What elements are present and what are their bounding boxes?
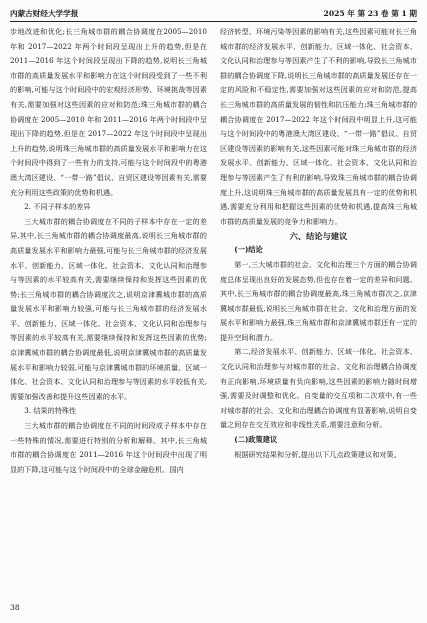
subsection-heading: (二)政策建议 xyxy=(234,435,278,445)
right-column xyxy=(220,25,417,585)
subsection-heading: 3. 结果的特殊性 xyxy=(24,406,77,416)
subsection-heading: 2. 不同子样本的差异 xyxy=(24,202,91,212)
journal-title: 内蒙古财经大学学报 xyxy=(10,8,79,18)
paragraph: 三大城市群的耦合协调度在不同的子样本中存在一定的差异,其中,长三角城市群的耦合协调度最高,说明长三角城市群的高质量发展水平和影响力最强,可能与长三角城市群的经济发展水平、创新能力、区域一体化、社会资本、文化认同和治理参与等因素的水平较高有关,需要继续保持和发挥这些因素的优势;长三角城市群的耦合协调度次之,说明京津冀城市群的高质量发展水平和影响力较强,可能与长三角城市群的经济发展水平、创新能力、区域一体化、社会资本、文化认同和治理参与等因素的水平较高有关,需要继续保持和发挥这些因素的优势;京津冀城市群的耦合协调度最低,说明京津冀城市群的高质量发展水平和影响力较弱,可能与京津冀城市群的环境质量、区域一体化、社会资本、文化认同和治理参与等因素的水平较低有关,需要加强改善和提升这些因素的水平。 xyxy=(10,216,207,401)
paragraph: 根据研究结果和分析,提出以下几点政策建议和对策。 xyxy=(234,449,401,459)
paragraph: 步地改进和优化;长三角城市群的耦合协调度在2005—2010 年和 2017—2022 年两个时间段呈现出上升的趋势,但是在 2011—2016 年这个时间段呈现出下降的趋势,说明长三角城市群的高质量发展水平和影响力在这个时间段受到了一些不利的影响,可能与这个时间段中的宏观经济形势、环境挑战等因素有关,需要加强对这些因素的应对和防范;珠三角城市群的耦合协调度在 2005—2010 年和 2011—2016 年两个时间段中呈现出下降的趋势,但是在 2017—2022 年这个时间段中呈现出上升的趋势,说明珠三角城市群的高质量发展水平和影响力在这个时间段中得到了一些有力的支持,可能与这个时间段中的粤港澳大湾区建设、“一带一路”倡议、自贸区建设等因素有关,需要充分利用这些政策的优势和机遇。 xyxy=(10,27,207,197)
running-header xyxy=(10,6,417,20)
subsection-heading: (一)结论 xyxy=(234,245,263,255)
paragraph: 第一,三大城市群的社会、文化和治理三个方面的耦合协调度总体呈现出良好的发展态势,但也存在着一定的差异和问题。其中,长三角城市群的耦合协调度最高,珠三角城市群次之,京津冀城市群最低,说明长三角城市群在社会、文化和治理方面的发展水平和影响力最强,珠三角城市群和京津冀城市群还有一定的提升空间和潜力。 xyxy=(220,259,417,342)
issue-info: 2025 年 第 23 卷 第 1 期 xyxy=(323,8,417,18)
section-heading: 六、结论与建议 xyxy=(289,231,348,242)
paragraph: 三大城市群的耦合协调度在不同的时间段或子样本中存在一些特殊的情况,需要进行特别的分析和解释。其中,长三角城市群的耦合协调度在 2011—2016 年这个时间段中出现了明显的下降,这可能与这个时间段中的全球金融危机、国内 xyxy=(10,421,207,474)
page-number: 38 xyxy=(10,603,20,612)
left-column xyxy=(10,25,207,605)
paragraph: 经济转型、环境污染等因素的影响有关,这些因素可能对长三角城市群的经济发展水平、创新能力、区域一体化、社会资本、文化认同和治理参与等因素产生了不利的影响,导致长三角城市群的耦合协调度下降,说明长三角城市群的高质量发展还存在一定的风险和不稳定性,需要加强对这些因素的应对和防范,提高长三角城市群的高质量发展的韧性和抗压能力;珠三角城市群的耦合协调度在 2017—2022 年这个时间段中明显上升,这可能与这个时间段中的粤港澳大湾区建设、“一带一路”倡议、自贸区建设等因素的影响有关,这些因素可能对珠三角城市群的经济发展水平、创新能力、区域一体化、社会资本、文化认同和治理参与等因素产生了有利的影响,导致珠三角城市群的耦合协调度上升,这说明珠三角城市群的高质量发展具有一定的优势和机遇,需要充分利用和把握这些因素的优势和机遇,提高珠三角城市群的高质量发展的竞争力和影响力。 xyxy=(220,27,417,226)
paragraph: 第二,经济发展水平、创新能力、区域一体化、社会资本、文化认同和治理参与对城市群的社会、文化和治理耦合协调度有正向影响,环境质量有负向影响,这些因素的影响力随时间增强,需要及时调整和优化。自变量的交互项和二次项中,有一些对城市群的社会、文化和治理耦合协调度有显著影响,说明自变量之间存在交互效应和非线性关系,需要注意和分析。 xyxy=(220,347,417,430)
header-divider xyxy=(10,21,417,22)
